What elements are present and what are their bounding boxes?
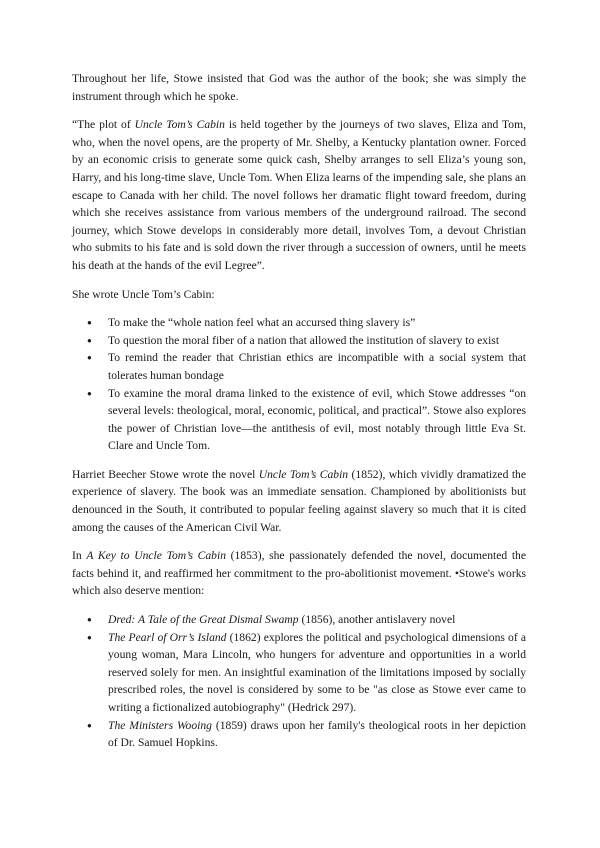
- plot-open: “The plot of: [72, 118, 135, 132]
- list-item: ● To examine the moral drama linked to the existence of evil, which Stowe addresses “on several levels: theological, moral, economic, political, and practical”. Stowe also explores the power of Christian love—the antithesis of evil, most notably through little Eva St. Clare and Uncle Tom.: [72, 385, 526, 455]
- harriet-text-b: (1852), which vividly dramatized the experience of slavery. The book was an immediate sensation. Championed by abolitionists but denounced in the South, it contributed to popular feeling against slavery so much that it is cited among the causes of the American Civil War.: [72, 467, 526, 534]
- purpose-list: [72, 314, 526, 455]
- work-text: (1856), another antislavery novel: [298, 613, 456, 627]
- harriet-book-title: Uncle Tom’s Cabin: [258, 467, 349, 481]
- key-text-a: In: [72, 549, 87, 563]
- harriet-paragraph: [72, 466, 526, 536]
- work-text: (1862) explores the political and psychological dimensions of a young woman, Mara Lincoln, who hungers for adventure and opportunities in a world reserved solely for men. An insightful examination of the limitations imposed by socially prescribed roles, the novel is considered by some to be "as close as Stowe ever came to writing a fictionalized autobiography" (Hedrick 297).: [108, 630, 526, 714]
- key-text-b: (1853), she passionately defended the novel, documented the facts behind it, and reaffirmed her commitment to the pro-abolitionist movement. •Stowe's works which also deserve mention:: [72, 549, 526, 598]
- plot-text: is held together by the journeys of two slaves, Eliza and Tom, who, when the novel opens, are the property of Mr. Shelby, a Kentucky plantation owner. Forced by an economic crisis to generate some quick cash, Shelby arranges to sell Eliza’s young son, Harry, and his long-time slave, Uncle Tom. When Eliza learns of the impending sale, she plans an escape to Canada with her child. The novel follows her dramatic flight toward freedom, during which she receives assistance from various members of the underground railroad. The second journey, which Stowe develops in considerably more detail, involves Tom, a devout Christian who submits to his fate and is sold down the river through a succession of owners, until he meets his death at the hands of the evil Legree”.: [72, 118, 526, 272]
- key-book-title: A Key to Uncle Tom’s Cabin: [86, 549, 226, 563]
- works-list: [72, 611, 526, 752]
- list-item: ● To remind the reader that Christian ethics are incompatible with a social system that tolerates human bondage: [72, 349, 526, 384]
- wrote-paragraph: She wrote Uncle Tom’s Cabin:: [72, 287, 215, 301]
- list-item: [72, 717, 526, 752]
- plot-paragraph: [72, 116, 526, 274]
- list-item: ● To question the moral fiber of a nation that allowed the institution of slavery to exist: [72, 332, 526, 350]
- work-text: (1859) draws upon her family's theological roots in her depiction of Dr. Samuel Hopkins.: [108, 718, 526, 750]
- work-title: Dred: A Tale of the Great Dismal Swamp: [108, 613, 299, 627]
- list-item: ● To make the “whole nation feel what an accursed thing slavery is”: [72, 314, 526, 332]
- intro-paragraph: Throughout her life, Stowe insisted that God was the author of the book; she was simply the instrument through which he spoke.: [72, 72, 526, 103]
- key-paragraph: [72, 547, 526, 600]
- harriet-text-a: Harriet Beecher Stowe wrote the novel: [72, 467, 259, 481]
- plot-book-title: Uncle Tom’s Cabin: [134, 118, 225, 132]
- work-title: The Pearl of Orr’s Island: [108, 630, 227, 644]
- list-item: [72, 629, 526, 717]
- work-title: The Ministers Wooing: [108, 718, 212, 732]
- list-item: [72, 611, 526, 629]
